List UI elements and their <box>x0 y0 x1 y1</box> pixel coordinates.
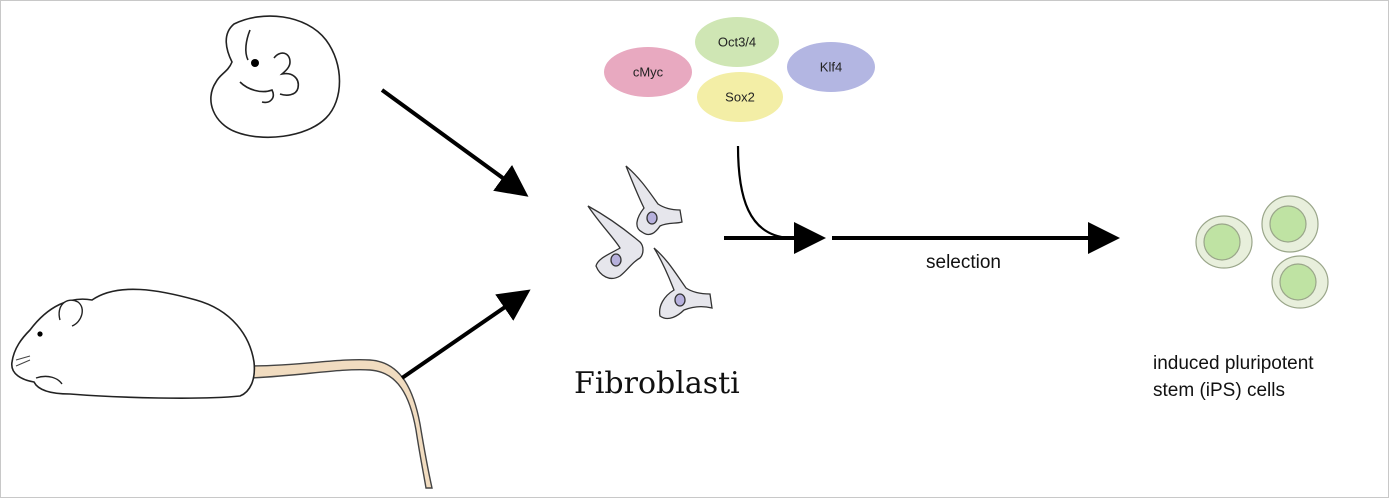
mouse-icon <box>12 289 432 488</box>
ips-label-line2: stem (iPS) cells <box>1153 380 1285 401</box>
embryo-icon <box>211 16 340 137</box>
factor-klf4-label: Klf4 <box>819 59 843 75</box>
fibroblast-label: Fibroblasti <box>574 366 740 401</box>
selection-label: selection <box>926 252 1001 273</box>
arrow-mouse-to-fibroblasts <box>402 294 524 378</box>
ips-label-line1: induced pluripotent <box>1153 353 1314 374</box>
mouse-body <box>12 289 255 398</box>
factor-oct34-label: Oct3/4 <box>717 34 757 50</box>
mouse-tail <box>250 360 432 488</box>
fibroblast-cell-icon <box>588 166 712 318</box>
factor-sox2-label: Sox2 <box>725 89 755 105</box>
factor-insertion-curve <box>738 146 790 238</box>
ips-cells-label <box>1153 350 1314 404</box>
arrow-embryo-to-fibroblasts <box>382 90 522 192</box>
factor-cmyc-label: cMyc <box>632 64 664 80</box>
ips-cell-icon <box>1196 196 1328 308</box>
